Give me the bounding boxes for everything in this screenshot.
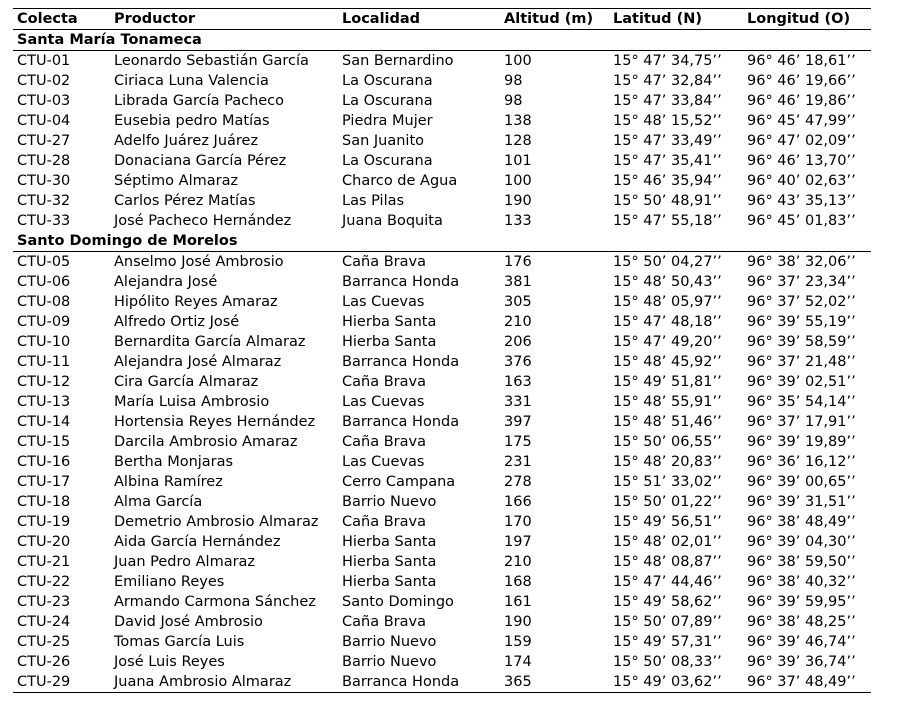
altitud-cell: 159 [504,634,532,650]
localidad-cell: Cerro Campana [342,474,456,490]
longitud-cell: 96° 39’ 31,51’’ [747,494,856,510]
longitud-cell: 96° 38’ 48,25’’ [747,614,856,630]
table-row [13,392,871,412]
localidad-cell: Barrio Nuevo [342,494,437,510]
localidad-cell: Juana Boquita [342,213,443,229]
table-row [13,312,871,332]
colecta-cell: CTU-11 [17,354,71,370]
latitud-cell: 15° 49’ 51,81’’ [613,374,722,390]
localidad-cell: San Juanito [342,133,425,149]
productor-cell: Darcila Ambrosio Amaraz [114,434,298,450]
altitud-cell: 163 [504,374,532,390]
latitud-cell: 15° 48’ 20,83’’ [613,454,722,470]
colecta-cell: CTU-33 [17,213,71,229]
table-row [13,332,871,352]
altitud-cell: 100 [504,173,532,189]
productor-cell: Carlos Pérez Matías [114,193,256,209]
productor-cell: Demetrio Ambrosio Almaraz [114,514,319,530]
altitud-cell: 206 [504,334,532,350]
latitud-cell: 15° 47’ 55,18’’ [613,213,722,229]
localidad-cell: Hierba Santa [342,334,437,350]
colecta-cell: CTU-12 [17,374,71,390]
colecta-cell: CTU-23 [17,594,71,610]
latitud-cell: 15° 50’ 04,27’’ [613,254,722,270]
group-title: Santa María Tonameca [13,30,871,51]
altitud-cell: 174 [504,654,532,670]
group-section [13,30,871,232]
altitud-cell: 98 [504,73,523,89]
localidad-cell: La Oscurana [342,153,433,169]
colecta-cell: CTU-22 [17,574,71,590]
table-row [13,492,871,512]
altitud-cell: 331 [504,394,532,410]
colecta-cell: CTU-24 [17,614,71,630]
altitud-cell: 175 [504,434,532,450]
localidad-cell: Hierba Santa [342,554,437,570]
table-row [13,151,871,171]
latitud-cell: 15° 50’ 07,89’’ [613,614,722,630]
colecta-cell: CTU-27 [17,133,71,149]
localidad-cell: Las Cuevas [342,394,425,410]
longitud-cell: 96° 36’ 16,12’’ [747,454,856,470]
table-row [13,51,871,72]
altitud-cell: 190 [504,193,532,209]
table-row [13,372,871,392]
longitud-cell: 96° 38’ 40,32’’ [747,574,856,590]
productor-cell: José Pacheco Hernández [114,213,292,229]
longitud-cell: 96° 45’ 47,99’’ [747,113,856,129]
longitud-cell: 96° 39’ 04,30’’ [747,534,856,550]
colecta-cell: CTU-28 [17,153,71,169]
localidad-cell: La Oscurana [342,93,433,109]
altitud-cell: 210 [504,314,532,330]
table-row [13,272,871,292]
localidad-cell: Santo Domingo [342,594,454,610]
latitud-cell: 15° 50’ 06,55’’ [613,434,722,450]
group-header-row [13,231,871,252]
localidad-cell: Las Cuevas [342,454,425,470]
productor-cell: Donaciana García Pérez [114,153,287,169]
productor-cell: Alejandra José [114,274,218,290]
latitud-cell: 15° 47’ 48,18’’ [613,314,722,330]
collection-table [13,8,871,693]
longitud-cell: 96° 39’ 46,74’’ [747,634,856,650]
latitud-cell: 15° 47’ 34,75’’ [613,53,722,69]
table-row [13,292,871,312]
table-row [13,672,871,693]
altitud-cell: 133 [504,213,532,229]
table-row [13,652,871,672]
productor-cell: Alfredo Ortiz José [114,314,240,330]
latitud-cell: 15° 48’ 02,01’’ [613,534,722,550]
colecta-cell: CTU-06 [17,274,71,290]
productor-cell: Albina Ramírez [114,474,223,490]
localidad-cell: San Bernardino [342,53,454,69]
localidad-cell: Caña Brava [342,254,426,270]
latitud-cell: 15° 47’ 32,84’’ [613,73,722,89]
productor-cell: Tomas García Luis [114,634,245,650]
colecta-cell: CTU-02 [17,73,71,89]
latitud-cell: 15° 51’ 33,02’’ [613,474,722,490]
latitud-cell: 15° 49’ 56,51’’ [613,514,722,530]
colecta-cell: CTU-25 [17,634,71,650]
latitud-cell: 15° 48’ 51,46’’ [613,414,722,430]
localidad-cell: Hierba Santa [342,574,437,590]
productor-cell: Bernardita García Almaraz [114,334,306,350]
table-row [13,191,871,211]
column-header-productor: Productor [110,9,338,30]
table-row [13,472,871,492]
longitud-cell: 96° 38’ 59,50’’ [747,554,856,570]
table-row [13,632,871,652]
longitud-cell: 96° 43’ 35,13’’ [747,193,856,209]
table-row [13,252,871,273]
productor-cell: Cira García Almaraz [114,374,259,390]
productor-cell: Séptimo Almaraz [114,173,239,189]
table-row [13,532,871,552]
localidad-cell: Barranca Honda [338,672,500,693]
table-row [13,572,871,592]
colecta-cell: CTU-15 [17,434,71,450]
latitud-cell: 15° 48’ 08,87’’ [613,554,722,570]
colecta-cell: CTU-19 [17,514,71,530]
productor-cell: Eusebia pedro Matías [114,113,270,129]
colecta-cell: CTU-09 [17,314,71,330]
colecta-cell: CTU-18 [17,494,71,510]
longitud-cell: 96° 38’ 48,49’’ [747,514,856,530]
altitud-cell: 197 [504,534,532,550]
localidad-cell: Barranca Honda [342,354,460,370]
longitud-cell: 96° 35’ 54,14’’ [747,394,856,410]
table-row [13,131,871,151]
latitud-cell: 15° 47’ 44,46’’ [613,574,722,590]
colecta-cell: CTU-14 [17,414,71,430]
longitud-cell: 96° 39’ 59,95’’ [747,594,856,610]
productor-cell: Alejandra José Almaraz [114,354,282,370]
altitud-cell: 161 [504,594,532,610]
localidad-cell: Las Cuevas [342,294,425,310]
productor-cell: Anselmo José Ambrosio [114,254,284,270]
latitud-cell: 15° 48’ 05,97’’ [613,294,722,310]
header-row [13,9,871,30]
column-header-localidad: Localidad [338,9,500,30]
productor-cell: Bertha Monjaras [114,454,234,470]
table-row [13,211,871,231]
colecta-cell: CTU-32 [17,193,71,209]
latitud-cell: 15° 49’ 57,31’’ [613,634,722,650]
longitud-cell: 96° 45’ 01,83’’ [747,213,856,229]
latitud-cell: 15° 47’ 35,41’’ [613,153,722,169]
altitud-cell: 138 [504,113,532,129]
table-row [13,432,871,452]
colecta-cell: CTU-08 [17,294,71,310]
longitud-cell: 96° 39’ 36,74’’ [747,654,856,670]
column-header-latitud: Latitud (N) [609,9,743,30]
latitud-cell: 15° 47’ 49,20’’ [613,334,722,350]
localidad-cell: Barrio Nuevo [342,634,437,650]
altitud-cell: 170 [504,514,532,530]
table-row [13,592,871,612]
altitud-cell: 305 [504,294,532,310]
table-row [13,512,871,532]
latitud-cell: 15° 47’ 33,84’’ [613,93,722,109]
localidad-cell: Charco de Agua [342,173,458,189]
productor-cell: Hortensia Reyes Hernández [114,414,316,430]
group-title: Santo Domingo de Morelos [13,231,871,252]
colecta-cell: CTU-13 [17,394,71,410]
group-section [13,231,871,693]
productor-cell: Ciriaca Luna Valencia [114,73,269,89]
latitud-cell: 15° 47’ 33,49’’ [613,133,722,149]
longitud-cell: 96° 46’ 13,70’’ [747,153,856,169]
latitud-cell: 15° 48’ 55,91’’ [613,394,722,410]
latitud-cell: 15° 49’ 58,62’’ [613,594,722,610]
table-row [13,352,871,372]
table-row [13,612,871,632]
table-row [13,412,871,432]
altitud-cell: 190 [504,614,532,630]
altitud-cell: 101 [504,153,532,169]
colecta-cell: CTU-26 [17,654,71,670]
longitud-cell: 96° 39’ 02,51’’ [747,374,856,390]
altitud-cell: 376 [504,354,532,370]
localidad-cell: Hierba Santa [342,534,437,550]
altitud-cell: 168 [504,574,532,590]
altitud-cell: 231 [504,454,532,470]
column-header-altitud: Altitud (m) [500,9,609,30]
altitud-cell: 176 [504,254,532,270]
colecta-cell: CTU-16 [17,454,71,470]
localidad-cell: Caña Brava [342,514,426,530]
productor-cell: José Luis Reyes [114,654,225,670]
longitud-cell: 96° 37’ 23,34’’ [747,274,856,290]
productor-cell: Alma García [114,494,203,510]
longitud-cell: 96° 37’ 48,49’’ [743,672,871,693]
productor-cell: Juan Pedro Almaraz [114,554,256,570]
altitud-cell: 100 [504,53,532,69]
latitud-cell: 15° 49’ 03,62’’ [609,672,743,693]
altitud-cell: 381 [504,274,532,290]
productor-cell: Adelfo Juárez Juárez [114,133,259,149]
productor-cell: Hipólito Reyes Amaraz [114,294,278,310]
longitud-cell: 96° 46’ 19,66’’ [747,73,856,89]
latitud-cell: 15° 48’ 50,43’’ [613,274,722,290]
colecta-cell: CTU-21 [17,554,71,570]
altitud-cell: 210 [504,554,532,570]
latitud-cell: 15° 50’ 01,22’’ [613,494,722,510]
column-header-longitud: Longitud (O) [743,9,871,30]
longitud-cell: 96° 47’ 02,09’’ [747,133,856,149]
longitud-cell: 96° 39’ 00,65’’ [747,474,856,490]
localidad-cell: Barrio Nuevo [342,654,437,670]
productor-cell: David José Ambrosio [114,614,263,630]
altitud-cell: 397 [504,414,532,430]
longitud-cell: 96° 39’ 58,59’’ [747,334,856,350]
longitud-cell: 96° 38’ 32,06’’ [747,254,856,270]
colecta-cell: CTU-17 [17,474,71,490]
latitud-cell: 15° 50’ 48,91’’ [613,193,722,209]
altitud-cell: 98 [504,93,523,109]
group-header-row [13,30,871,51]
latitud-cell: 15° 46’ 35,94’’ [613,173,722,189]
colecta-cell: CTU-01 [17,53,71,69]
longitud-cell: 96° 37’ 17,91’’ [747,414,856,430]
longitud-cell: 96° 37’ 21,48’’ [747,354,856,370]
table-row [13,91,871,111]
productor-cell: María Luisa Ambrosio [114,394,270,410]
latitud-cell: 15° 48’ 15,52’’ [613,113,722,129]
localidad-cell: Hierba Santa [342,314,437,330]
colecta-cell: CTU-20 [17,534,71,550]
longitud-cell: 96° 40’ 02,63’’ [747,173,856,189]
localidad-cell: La Oscurana [342,73,433,89]
productor-cell: Armando Carmona Sánchez [114,594,316,610]
colecta-cell: CTU-05 [17,254,71,270]
longitud-cell: 96° 39’ 55,19’’ [747,314,856,330]
table-row [13,171,871,191]
productor-cell: Juana Ambrosio Almaraz [110,672,338,693]
productor-cell: Emiliano Reyes [114,574,225,590]
colecta-cell: CTU-04 [17,113,71,129]
table-row [13,552,871,572]
localidad-cell: Caña Brava [342,434,426,450]
productor-cell: Leonardo Sebastián García [114,53,309,69]
productor-cell: Aida García Hernández [114,534,281,550]
table-row [13,71,871,91]
localidad-cell: Caña Brava [342,614,426,630]
localidad-cell: Las Pilas [342,193,405,209]
latitud-cell: 15° 50’ 08,33’’ [613,654,722,670]
colecta-cell: CTU-03 [17,93,71,109]
altitud-cell: 278 [504,474,532,490]
localidad-cell: Piedra Mujer [342,113,433,129]
longitud-cell: 96° 39’ 19,89’’ [747,434,856,450]
productor-cell: Librada García Pacheco [114,93,285,109]
colecta-cell: CTU-10 [17,334,71,350]
localidad-cell: Caña Brava [342,374,426,390]
colecta-cell: CTU-30 [17,173,71,189]
longitud-cell: 96° 37’ 52,02’’ [747,294,856,310]
altitud-cell: 365 [500,672,609,693]
altitud-cell: 128 [504,133,532,149]
localidad-cell: Barranca Honda [342,274,460,290]
longitud-cell: 96° 46’ 18,61’’ [747,53,856,69]
localidad-cell: Barranca Honda [342,414,460,430]
colecta-cell: CTU-29 [13,672,110,693]
longitud-cell: 96° 46’ 19,86’’ [747,93,856,109]
altitud-cell: 166 [504,494,532,510]
table-row [13,111,871,131]
column-header-colecta: Colecta [13,9,110,30]
table-row [13,452,871,472]
latitud-cell: 15° 48’ 45,92’’ [613,354,722,370]
